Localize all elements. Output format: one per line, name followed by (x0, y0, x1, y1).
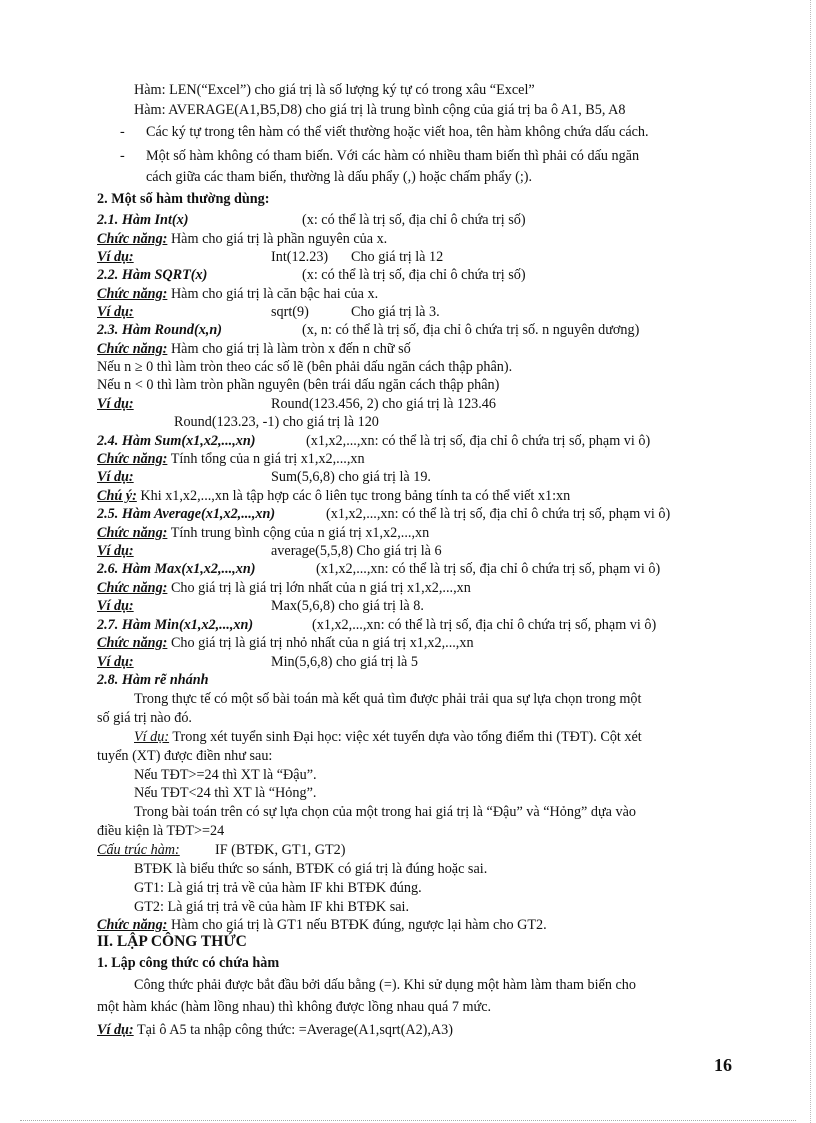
function-line (97, 916, 547, 934)
example-code: average(5,5,8) Cho giá trị là 6 (271, 543, 442, 559)
paragraph-line: số giá trị nào đó. (97, 710, 192, 726)
param-note: (x: có thể là trị số, địa chỉ ô chứa trị số) (302, 267, 526, 283)
example-line (97, 1021, 453, 1039)
bullet-dash: - (120, 124, 125, 140)
function-text: Cho giá trị là giá trị nhỏ nhất của n giá trị x1,x2,...,xn (170, 635, 474, 651)
function-line (97, 285, 378, 303)
example-line (97, 653, 418, 671)
syntax-line (97, 841, 346, 859)
function-text: Tính tổng của n giá trị x1,x2,...,xn (170, 451, 365, 467)
function-text: Tính trung bình cộng của n giá trị x1,x2,...,xn (170, 525, 430, 541)
example-line (97, 395, 496, 413)
subsection-heading: 2.5. Hàm Average(x1,x2,...,xn) (97, 506, 276, 522)
example-line (97, 303, 440, 321)
bullet-text: cách giữa các tham biến, thường là dấu phẩy (,) hoặc chấm phẩy (;). (146, 169, 533, 185)
subsection-heading: 2.6. Hàm Max(x1,x2,...,xn) (97, 561, 256, 577)
label-vi-du: Ví dụ: (134, 729, 170, 745)
label-vi-du: Ví dụ: (97, 249, 134, 265)
paragraph-line: Trong bài toán trên có sự lựa chọn của một trong hai giá trị là “Đậu” và “Hỏng” dựa vào (134, 804, 637, 820)
label-chuc-nang: Chức năng: (97, 451, 168, 467)
paragraph-line: Công thức phải được bắt đầu bởi dấu bằng (=). Khi sử dụng một hàm làm tham biến cho (134, 977, 636, 993)
label-vi-du: Ví dụ: (97, 396, 134, 412)
paragraph-line: tuyển (XT) được điền như sau: (97, 748, 273, 764)
param-note: (x, n: có thể là trị số, địa chỉ ô chứa trị số. n nguyên dương) (302, 322, 640, 338)
example-text: Tại ô A5 ta nhập công thức: =Average(A1,sqrt(A2),A3) (136, 1022, 453, 1038)
label-vi-du: Ví dụ: (97, 654, 134, 670)
subsection-heading: 2.1. Hàm Int(x) (97, 212, 189, 228)
example-code: Min(5,6,8) cho giá trị là 5 (271, 654, 418, 670)
function-text: Cho giá trị là giá trị lớn nhất của n giá trị x1,x2,...,xn (170, 580, 471, 596)
label-chuc-nang: Chức năng: (97, 341, 168, 357)
label-vi-du: Ví dụ: (97, 1022, 134, 1038)
example-code: Max(5,6,8) cho giá trị là 8. (271, 598, 424, 614)
label-vi-du: Ví dụ: (97, 469, 134, 485)
example-line (97, 542, 442, 560)
paragraph-line: Nếu TĐT>=24 thì XT là “Đậu”. (134, 767, 317, 783)
function-text: Hàm cho giá trị là GT1 nếu BTĐK đúng, ngược lại hàm cho GT2. (170, 917, 547, 933)
example-code: Round(123.456, 2) cho giá trị là 123.46 (271, 396, 496, 412)
subsection-heading: 2.8. Hàm rẽ nhánh (97, 672, 209, 688)
bullet-dash: - (120, 148, 125, 164)
paragraph-line: một hàm khác (hàm lồng nhau) thì không được lồng nhau quá 7 mức. (97, 999, 492, 1015)
label-chuc-nang: Chức năng: (97, 286, 168, 302)
page-number: 16 (714, 1055, 732, 1075)
bullet-text: Một số hàm không có tham biến. Với các hàm có nhiều tham biến thì phải có dấu ngăn (146, 148, 640, 164)
function-line (97, 340, 411, 358)
function-text: Hàm cho giá trị là căn bậc hai của x. (170, 286, 379, 302)
right-edge-divider (810, 0, 811, 1123)
subsection-heading: 2.2. Hàm SQRT(x) (97, 267, 208, 283)
chapter-heading: II. LẬP CÔNG THỨC (97, 933, 247, 950)
rule-line: Nếu n < 0 thì làm tròn phần nguyên (bên trái dấu ngăn cách thập phân) (97, 377, 500, 393)
paragraph-line: GT1: Là giá trị trả về của hàm IF khi BTĐK đúng. (134, 880, 422, 896)
param-note: (x: có thể là trị số, địa chỉ ô chứa trị số) (302, 212, 526, 228)
paragraph-line: điều kiện là TĐT>=24 (97, 823, 225, 839)
label-cau-truc: Cấu trúc hàm: (97, 842, 180, 858)
paragraph-line: GT2: Là giá trị trả về của hàm IF khi BTĐK sai. (134, 899, 410, 915)
example-code: Int(12.23) (271, 249, 329, 265)
bullet-text: Các ký tự trong tên hàm có thể viết thường hoặc viết hoa, tên hàm không chứa dấu cách. (146, 124, 649, 140)
function-text: Hàm cho giá trị là làm tròn x đến n chữ số (170, 341, 411, 357)
note-line (97, 487, 570, 505)
label-chuc-nang: Chức năng: (97, 917, 168, 933)
function-line (97, 524, 429, 542)
paragraph-line: Nếu TĐT<24 thì XT là “Hỏng”. (134, 785, 317, 801)
rule-line: Nếu n ≥ 0 thì làm tròn theo các số lẽ (bên phải dấu ngăn cách thập phân). (97, 359, 513, 375)
subsection-heading: 2.3. Hàm Round(x,n) (97, 322, 222, 338)
syntax-text: IF (BTĐK, GT1, GT2) (215, 842, 346, 858)
function-text: Hàm cho giá trị là phần nguyên của x. (170, 231, 388, 247)
example-code: sqrt(9) (271, 304, 309, 320)
subsection-heading: 2.4. Hàm Sum(x1,x2,...,xn) (97, 433, 256, 449)
label-chuc-nang: Chức năng: (97, 635, 168, 651)
paragraph-line: BTĐK là biểu thức so sánh, BTĐK có giá trị là đúng hoặc sai. (134, 861, 488, 877)
text-line: Hàm: AVERAGE(A1,B5,D8) cho giá trị là trung bình cộng của giá trị ba ô A1, B5, A8 (134, 102, 626, 118)
function-line (97, 579, 471, 597)
param-note: (x1,x2,...,xn: có thể là trị số, địa chỉ ô chứa trị số, phạm vi ô) (306, 433, 651, 449)
label-chuc-nang: Chức năng: (97, 580, 168, 596)
label-vi-du: Ví dụ: (97, 543, 134, 559)
function-line (97, 450, 365, 468)
function-line (97, 230, 387, 248)
param-note: (x1,x2,...,xn: có thể là trị số, địa chỉ ô chứa trị số, phạm vi ô) (312, 617, 657, 633)
text-line: Hàm: LEN(“Excel”) cho giá trị là số lượng ký tự có trong xâu “Excel” (134, 82, 535, 98)
param-note: (x1,x2,...,xn: có thể là trị số, địa chỉ ô chứa trị số, phạm vi ô) (326, 506, 671, 522)
example-line (97, 468, 431, 486)
subsection-heading: 2.7. Hàm Min(x1,x2,...,xn) (97, 617, 254, 633)
label-vi-du: Ví dụ: (97, 304, 134, 320)
example-line (97, 597, 424, 615)
example-line (97, 248, 444, 266)
example-result: Cho giá trị là 12 (351, 249, 444, 265)
example-code: Round(123.23, -1) cho giá trị là 120 (174, 414, 379, 430)
bottom-divider (20, 1120, 796, 1121)
example-code: Sum(5,6,8) cho giá trị là 19. (271, 469, 431, 485)
example-text: Trong xét tuyển sinh Đại học: việc xét tuyển dựa vào tổng điểm thi (TĐT). Cột xét (172, 729, 642, 745)
function-line (97, 634, 474, 652)
example-line (134, 728, 642, 746)
label-chuc-nang: Chức năng: (97, 525, 168, 541)
note-text: Khi x1,x2,...,xn là tập hợp các ô liên tục trong bảng tính ta có thể viết x1:xn (140, 488, 571, 504)
paragraph-line: Trong thực tế có một số bài toán mà kết quả tìm được phải trải qua sự lựa chọn trong một (134, 691, 642, 707)
label-chu-y: Chú ý: (97, 488, 137, 504)
label-vi-du: Ví dụ: (97, 598, 134, 614)
param-note: (x1,x2,...,xn: có thể là trị số, địa chỉ ô chứa trị số, phạm vi ô) (316, 561, 661, 577)
section-heading: 1. Lập công thức có chứa hàm (97, 955, 280, 971)
example-result: Cho giá trị là 3. (351, 304, 440, 320)
section-heading: 2. Một số hàm thường dùng: (97, 191, 270, 207)
label-chuc-nang: Chức năng: (97, 231, 168, 247)
